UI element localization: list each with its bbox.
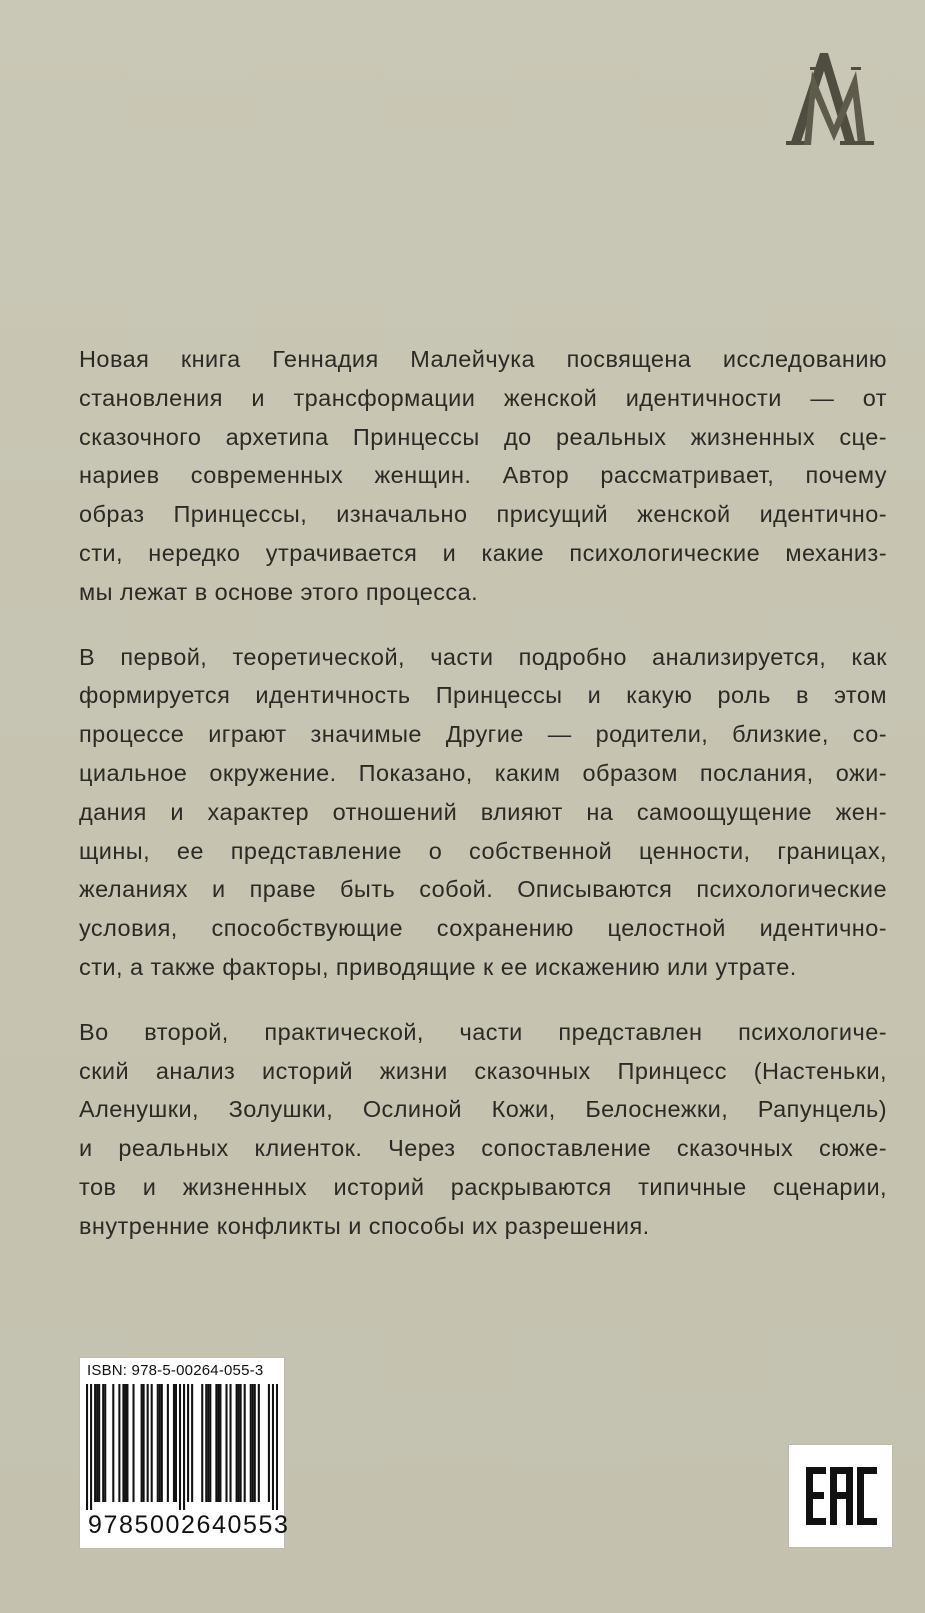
barcode-bar <box>207 1384 209 1502</box>
blurb-line: В первой, теоретической, части подробно анализируется, как <box>79 643 887 670</box>
barcode-bar <box>90 1384 92 1510</box>
barcode-bar <box>132 1384 134 1502</box>
barcode-bar <box>102 1384 104 1502</box>
blurb-line: нариев современных женщин. Автор рассматривает, почему <box>79 462 887 489</box>
barcode-bar <box>175 1384 177 1502</box>
barcode-bar <box>147 1384 149 1502</box>
blurb-paragraph <box>79 340 887 612</box>
blurb-line: внутренние конфликты и способы их разрешения. <box>79 1212 650 1239</box>
blurb-line: сказочного архетипа Принцессы до реальных жизненных сце- <box>79 423 887 450</box>
barcode-bar <box>229 1384 231 1502</box>
barcode-bar <box>86 1384 88 1510</box>
blurb-line: Новая книга Геннадия Малейчука посвящена исследованию <box>79 346 887 372</box>
barcode-bar <box>244 1384 246 1502</box>
barcode-bar <box>258 1384 260 1502</box>
blurb-line: дания и характер отношений влияют на самоощущение жен- <box>79 798 887 825</box>
blurb-line: формируется идентичность Принцессы и какую роль в этом <box>79 682 887 709</box>
barcode-bar <box>94 1384 96 1502</box>
barcode-bars <box>86 1384 278 1510</box>
barcode-bar <box>143 1384 145 1502</box>
barcode-bar <box>179 1384 181 1510</box>
isbn-barcode <box>79 1357 290 1549</box>
eac-conformity-icon <box>789 1445 892 1547</box>
barcode-bar <box>236 1384 238 1502</box>
blurb-line: циальное окружение. Показано, каким образом послания, ожи- <box>79 759 887 786</box>
blurb-line: щины, ее представление о собственной ценности, границах, <box>79 837 887 864</box>
barcode-bar <box>98 1384 100 1502</box>
publisher-logo-icon <box>782 45 882 155</box>
blurb-line: мы лежат в основе этого процесса. <box>79 578 479 605</box>
blurb-line: процессе играют значимые Другие — родители, близкие, со- <box>79 721 887 748</box>
blurb-line: становления и трансформации женской идентичности — от <box>79 384 887 411</box>
barcode-bar <box>276 1384 278 1510</box>
blurb-paragraph <box>79 1013 887 1246</box>
barcode-bar <box>225 1384 227 1502</box>
barcode-bar <box>183 1384 185 1510</box>
barcode-bar <box>126 1384 128 1502</box>
barcode-bar <box>219 1384 221 1502</box>
barcode-bar <box>157 1384 159 1502</box>
barcode-bar <box>268 1384 270 1502</box>
barcode-bar <box>205 1384 207 1502</box>
barcode-bar <box>238 1384 240 1502</box>
barcode-bar <box>118 1384 120 1502</box>
barcode-bar <box>141 1384 143 1502</box>
barcode-bar <box>201 1384 203 1502</box>
barcode-bar <box>112 1384 114 1502</box>
blurb-line: сти, а также факторы, приводящие к ее искажению или утрате. <box>79 953 797 980</box>
barcode-bar <box>104 1384 106 1502</box>
blurb-line: условия, способствующие сохранению целостной идентично- <box>79 915 887 942</box>
barcode-bar <box>254 1384 256 1502</box>
annotation-text <box>79 340 887 1272</box>
barcode-bar <box>209 1384 211 1502</box>
barcode-bar <box>161 1384 163 1502</box>
barcode-bar <box>240 1384 242 1502</box>
barcode-digits: 9785002640553 <box>88 1511 290 1539</box>
eac-mark <box>788 1444 893 1548</box>
barcode-bar <box>252 1384 254 1502</box>
barcode-bar <box>167 1384 169 1502</box>
am-monogram-icon <box>782 45 882 155</box>
barcode-bar <box>250 1384 252 1502</box>
blurb-line: Во второй, практической, части представлен психологиче- <box>79 1018 887 1045</box>
barcode-bar <box>187 1384 189 1502</box>
blurb-line: Аленушки, Золушки, Ослиной Кожи, Белоснежки, Рапунцель) <box>79 1096 887 1123</box>
blurb-line: ский анализ историй жизни сказочных Принцесс (Настеньки, <box>79 1057 887 1084</box>
barcode-bar <box>217 1384 219 1502</box>
barcode-bar <box>151 1384 153 1502</box>
barcode-bar <box>173 1384 175 1502</box>
barcode-bar <box>191 1384 193 1502</box>
barcode-bar <box>272 1384 274 1510</box>
blurb-line: сти, нередко утрачивается и какие психологические механиз- <box>79 539 887 566</box>
barcode-bar <box>215 1384 217 1502</box>
blurb-paragraph <box>79 638 887 987</box>
blurb-line: желаниях и праве быть собой. Описываются психологические <box>79 876 887 903</box>
barcode-bar <box>159 1384 161 1502</box>
barcode-bar <box>96 1384 98 1502</box>
barcode-bar <box>122 1384 124 1502</box>
blurb-line: тов и жизненных историй раскрываются типичные сценарии, <box>79 1173 887 1200</box>
barcode-bar <box>124 1384 126 1502</box>
blurb-line: образ Принцессы, изначально присущий женской идентично- <box>79 501 887 528</box>
isbn-label: ISBN: 978-5-00264-055-3 <box>87 1362 264 1379</box>
blurb-line: и реальных клиенток. Через сопоставление сказочных сюже- <box>79 1135 887 1162</box>
